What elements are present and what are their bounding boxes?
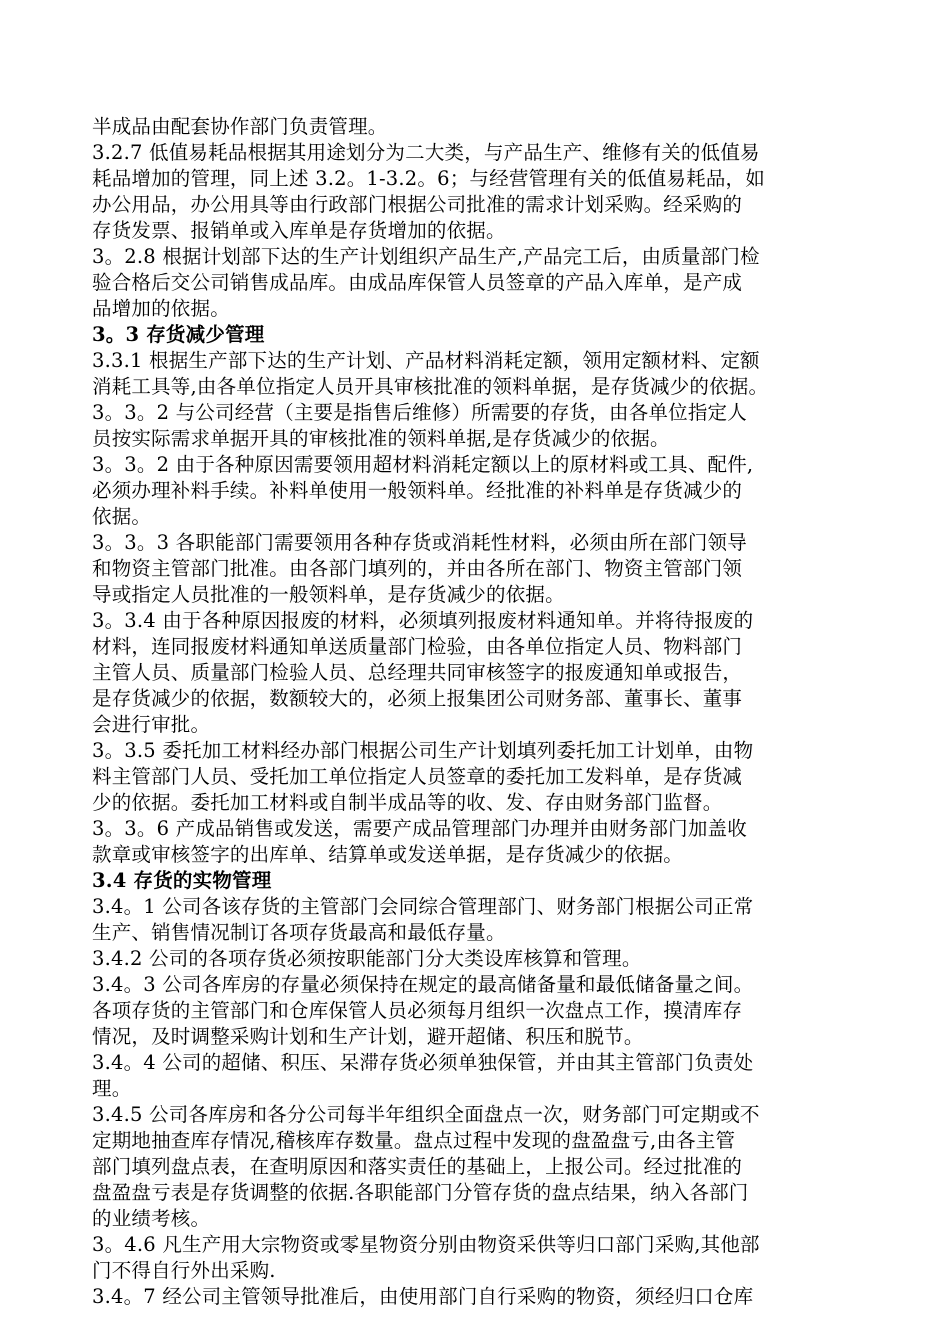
text-line: 少的依据。委托加工材料或自制半成品等的收、发、存由财务部门监督。 [92, 791, 723, 814]
document-page [92, 114, 892, 1310]
text-line: 3.4.5 公司各库房和各分公司每半年组织全面盘点一次，财务部门可定期或不 [92, 1103, 760, 1126]
text-line: 3。3.4 由于各种原因报废的材料，必须填列报废材料通知单。并将待报废的 [92, 609, 754, 632]
text-line: 是存货减少的依据，数额较大的，必须上报集团公司财务部、董事长、董事 [92, 687, 743, 710]
text-line: 盘盈盘亏表是存货调整的依据.各职能部门分管存货的盘点结果，纳入各部门 [92, 1181, 749, 1204]
text-line: 3。3。2 由于各种原因需要领用超材料消耗定额以上的原材料或工具、配件, [92, 453, 754, 476]
text-line: 品增加的依据。 [92, 297, 230, 320]
text-line: 理。 [92, 1077, 132, 1100]
text-line: 3.4。4 公司的超储、积压、呆滞存货必须单独保管，并由其主管部门负责处 [92, 1051, 754, 1074]
text-line: 依据。 [92, 505, 152, 528]
text-line: 导或指定人员批准的一般领料单，是存货减少的依据。 [92, 583, 565, 606]
text-line: 生产、销售情况制订各项存货最高和最低存量。 [92, 921, 506, 944]
text-line: 料主管部门人员、受托加工单位指定人员签章的委托加工发料单，是存货减 [92, 765, 743, 788]
text-line: 耗品增加的管理，同上述 3.2。1-3.2。6；与经营管理有关的低值易耗品，如 [92, 167, 765, 190]
text-line: 3.4。3 公司各库房的存量必须保持在规定的最高储备量和最低储备量之间。 [92, 973, 754, 996]
text-line: 必须办理补料手续。补料单使用一般领料单。经批准的补料单是存货减少的 [92, 479, 743, 502]
text-line: 3.4。7 经公司主管领导批准后，由使用部门自行采购的物资，须经归口仓库 [92, 1285, 754, 1308]
text-line: 半成品由配套协作部门负责管理。 [92, 115, 388, 138]
text-line: 3。3.5 委托加工材料经办部门根据公司生产计划填列委托加工计划单，由物 [92, 739, 754, 762]
text-line: 员按实际需求单据开具的审核批准的领料单据,是存货减少的依据。 [92, 427, 670, 450]
text-line: 和物资主管部门批准。由各部门填列的，并由各所在部门、物资主管部门领 [92, 557, 743, 580]
text-line: 定期地抽查库存情况,稽核库存数量。盘点过程中发现的盘盈盘亏,由各主管 [92, 1129, 736, 1152]
text-line: 部门填列盘点表，在查明原因和落实责任的基础上，上报公司。经过批准的 [92, 1155, 743, 1178]
text-line: 情况，及时调整采购计划和生产计划，避开超储、积压和脱节。 [92, 1025, 644, 1048]
text-line: 3.4.2 公司的各项存货必须按职能部门分大类设库核算和管理。 [92, 947, 642, 970]
text-line: 3。3。6 产成品销售或发送，需要产成品管理部门办理并由财务部门加盖收 [92, 817, 747, 840]
text-line: 会进行审批。 [92, 713, 211, 736]
text-line: 材料，连同报废材料通知单送质量部门检验，由各单位指定人员、物料部门 [92, 635, 743, 658]
text-line: 3.2.7 低值易耗品根据其用途划分为二大类，与产品生产、维修有关的低值易 [92, 141, 760, 164]
text-line: 3.3.1 根据生产部下达的生产计划、产品材料消耗定额，领用定额材料、定额 [92, 349, 760, 372]
section-heading: 3.4 存货的实物管理 [92, 869, 272, 892]
text-line: 3。4.6 凡生产用大宗物资或零星物资分别由物资采供等归口部门采购,其他部 [92, 1233, 760, 1256]
text-line: 主管人员、质量部门检验人员、总经理共同审核签字的报废通知单或报告， [92, 661, 743, 684]
text-line: 存货发票、报销单或入库单是存货增加的依据。 [92, 219, 506, 242]
text-line: 3。3。3 各职能部门需要领用各种存货或消耗性材料，必须由所在部门领导 [92, 531, 747, 554]
text-line: 3.4。1 公司各该存货的主管部门会同综合管理部门、财务部门根据公司正常 [92, 895, 754, 918]
text-line: 的业绩考核。 [92, 1207, 211, 1230]
text-line: 3。3。2 与公司经营（主要是指售后维修）所需要的存货，由各单位指定人 [92, 401, 747, 424]
text-line: 各项存货的主管部门和仓库保管人员必须每月组织一次盘点工作，摸清库存 [92, 999, 743, 1022]
text-line: 3。2.8 根据计划部下达的生产计划组织产品生产,产品完工后，由质量部门检 [92, 245, 760, 268]
text-line: 款章或审核签字的出库单、结算单或发送单据，是存货减少的依据。 [92, 843, 684, 866]
text-line: 验合格后交公司销售成品库。由成品库保管人员签章的产品入库单，是产成 [92, 271, 743, 294]
section-heading: 3。3 存货减少管理 [92, 323, 265, 346]
text-line: 消耗工具等,由各单位指定人员开具审核批准的领料单据，是存货减少的依据。 [92, 375, 769, 398]
text-line: 办公用品，办公用具等由行政部门根据公司批准的需求计划采购。经采购的 [92, 193, 743, 216]
text-line: 门不得自行外出采购. [92, 1259, 276, 1282]
